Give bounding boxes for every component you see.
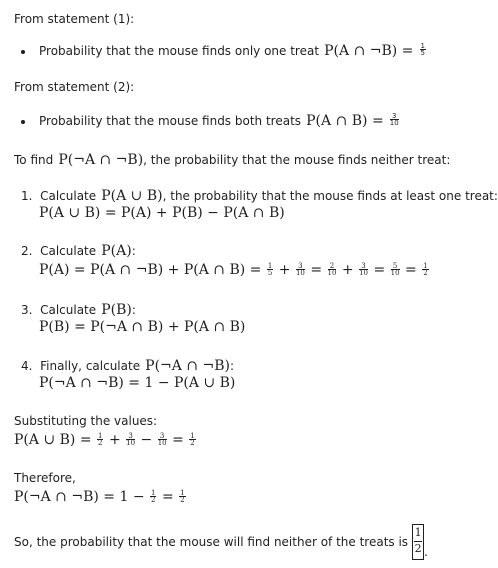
fraction: [328, 263, 337, 276]
answer-den: 2: [414, 542, 422, 555]
fraction-den: 10: [295, 268, 305, 277]
substituting-equation: [14, 431, 197, 449]
step-1-label: [21, 185, 498, 204]
bullet-icon: [21, 120, 25, 124]
operator: =: [172, 432, 184, 448]
fraction-num: 3: [158, 433, 167, 440]
fraction: [158, 433, 167, 446]
fraction-den: 10: [359, 268, 368, 277]
fraction: [189, 433, 195, 446]
to-find-formula: P(¬A ∩ ¬B): [58, 152, 144, 168]
operator: +: [108, 432, 121, 448]
fraction: [391, 263, 400, 276]
statement2-value-num: 3: [390, 113, 399, 120]
step-3-suffix: :: [131, 303, 136, 317]
fraction-num: 1: [98, 431, 103, 440]
statement2-heading: From statement (2):: [14, 80, 135, 94]
therefore-heading: Therefore,: [14, 471, 76, 485]
fraction-num: 1: [180, 488, 185, 497]
operator: =: [373, 262, 386, 278]
substituting-lead: P(A ∪ B) =: [14, 432, 92, 448]
step-1-suffix: , the probability that the mouse finds at least one treat:: [162, 189, 498, 203]
step-1-prefix: Calculate: [40, 189, 97, 203]
statement2-value: [390, 113, 399, 126]
step-2-formula: P(A): [101, 243, 132, 259]
step-1-formula: P(A ∪ B): [101, 188, 163, 204]
fraction-den: 2: [151, 495, 156, 504]
statement2-value-den: 10: [389, 119, 399, 127]
step-2-suffix: :: [131, 244, 136, 258]
fraction-den: 10: [327, 268, 337, 277]
fraction: [359, 263, 368, 276]
step-3-label: [21, 299, 136, 318]
fraction-den: 10: [390, 268, 400, 277]
fraction: [296, 263, 305, 276]
step-4-number: 4.: [21, 359, 33, 373]
fraction-den: 2: [190, 438, 195, 447]
step-2-equation: [39, 261, 430, 279]
answer-num: 1: [414, 526, 422, 539]
step-4-label: [21, 355, 234, 374]
fraction-den: 2: [180, 495, 185, 504]
step-3-prefix: Calculate: [40, 303, 97, 317]
fraction: [126, 433, 135, 446]
operator: −: [140, 432, 153, 448]
substituting-heading: Substituting the values:: [14, 414, 158, 428]
step-3-number: 3.: [21, 303, 33, 317]
statement1-value-num: 1: [420, 42, 425, 50]
step-2-label: [21, 240, 136, 259]
fraction-den: 10: [126, 438, 136, 447]
bullet-icon: [21, 50, 25, 54]
fraction: [422, 263, 428, 276]
conclusion-period: .: [424, 545, 428, 559]
fraction: [150, 490, 156, 503]
statement2-bullet-text: Probability that the mouse finds both treats: [39, 114, 302, 128]
step-1-number: 1.: [21, 189, 33, 203]
operator: +: [278, 262, 291, 278]
fraction-den: 5: [267, 268, 273, 277]
to-find-line: [14, 149, 450, 168]
operator: +: [341, 262, 354, 278]
fraction: [267, 263, 273, 276]
step-3-equation: P(B) = P(¬A ∩ B) + P(A ∩ B): [39, 319, 246, 335]
fraction-num: 1: [423, 261, 428, 270]
operator: =: [405, 262, 417, 278]
fraction-num: 3: [359, 263, 368, 270]
fraction-num: 3: [126, 433, 135, 440]
step-2-equation-lead: P(A) = P(A ∩ ¬B) + P(A ∩ B) =: [39, 262, 262, 278]
statement2-bullet-line: [39, 110, 400, 129]
statement1-value-den: 5: [420, 49, 425, 57]
to-find-prefix: To find: [14, 153, 54, 167]
step-3-formula: P(B): [101, 302, 132, 318]
therefore-lead: P(¬A ∩ ¬B) = 1 −: [14, 489, 145, 505]
statement1-formula: P(A ∩ ¬B) =: [324, 43, 414, 59]
conclusion-line: [14, 524, 428, 560]
fraction-den: 2: [423, 268, 428, 277]
fraction-num: 3: [296, 263, 305, 270]
fraction-num: 5: [391, 263, 400, 270]
step-4-formula: P(¬A ∩ ¬B): [145, 358, 231, 374]
answer-box: [412, 524, 424, 560]
operator: =: [310, 262, 323, 278]
statement2-formula: P(A ∩ B) =: [306, 113, 384, 129]
to-find-suffix: , the probability that the mouse finds neither treat:: [143, 153, 451, 167]
step-4-equation: P(¬A ∩ ¬B) = 1 − P(A ∪ B): [39, 375, 236, 391]
fraction-den: 2: [98, 438, 103, 447]
therefore-equation: [14, 488, 187, 506]
step-2-prefix: Calculate: [40, 244, 97, 258]
fraction: [97, 433, 103, 446]
fraction-num: 2: [328, 263, 337, 270]
fraction-num: 1: [151, 488, 156, 497]
fraction: [179, 490, 185, 503]
fraction-num: 1: [267, 261, 273, 270]
step-1-equation: P(A ∪ B) = P(A) + P(B) − P(A ∩ B): [39, 205, 285, 221]
fraction-num: 1: [190, 431, 195, 440]
step-4-suffix: :: [230, 359, 235, 373]
statement1-value: [420, 43, 426, 56]
step-2-number: 2.: [21, 244, 33, 258]
operator: =: [161, 489, 174, 505]
statement1-bullet-line: [39, 40, 427, 59]
conclusion-text: So, the probability that the mouse will find neither of the treats is: [14, 535, 409, 549]
statement1-bullet-text: Probability that the mouse finds only one treat: [39, 44, 320, 58]
statement1-heading: From statement (1):: [14, 12, 135, 26]
fraction-den: 10: [157, 438, 167, 447]
step-4-prefix: Finally, calculate: [40, 359, 141, 373]
